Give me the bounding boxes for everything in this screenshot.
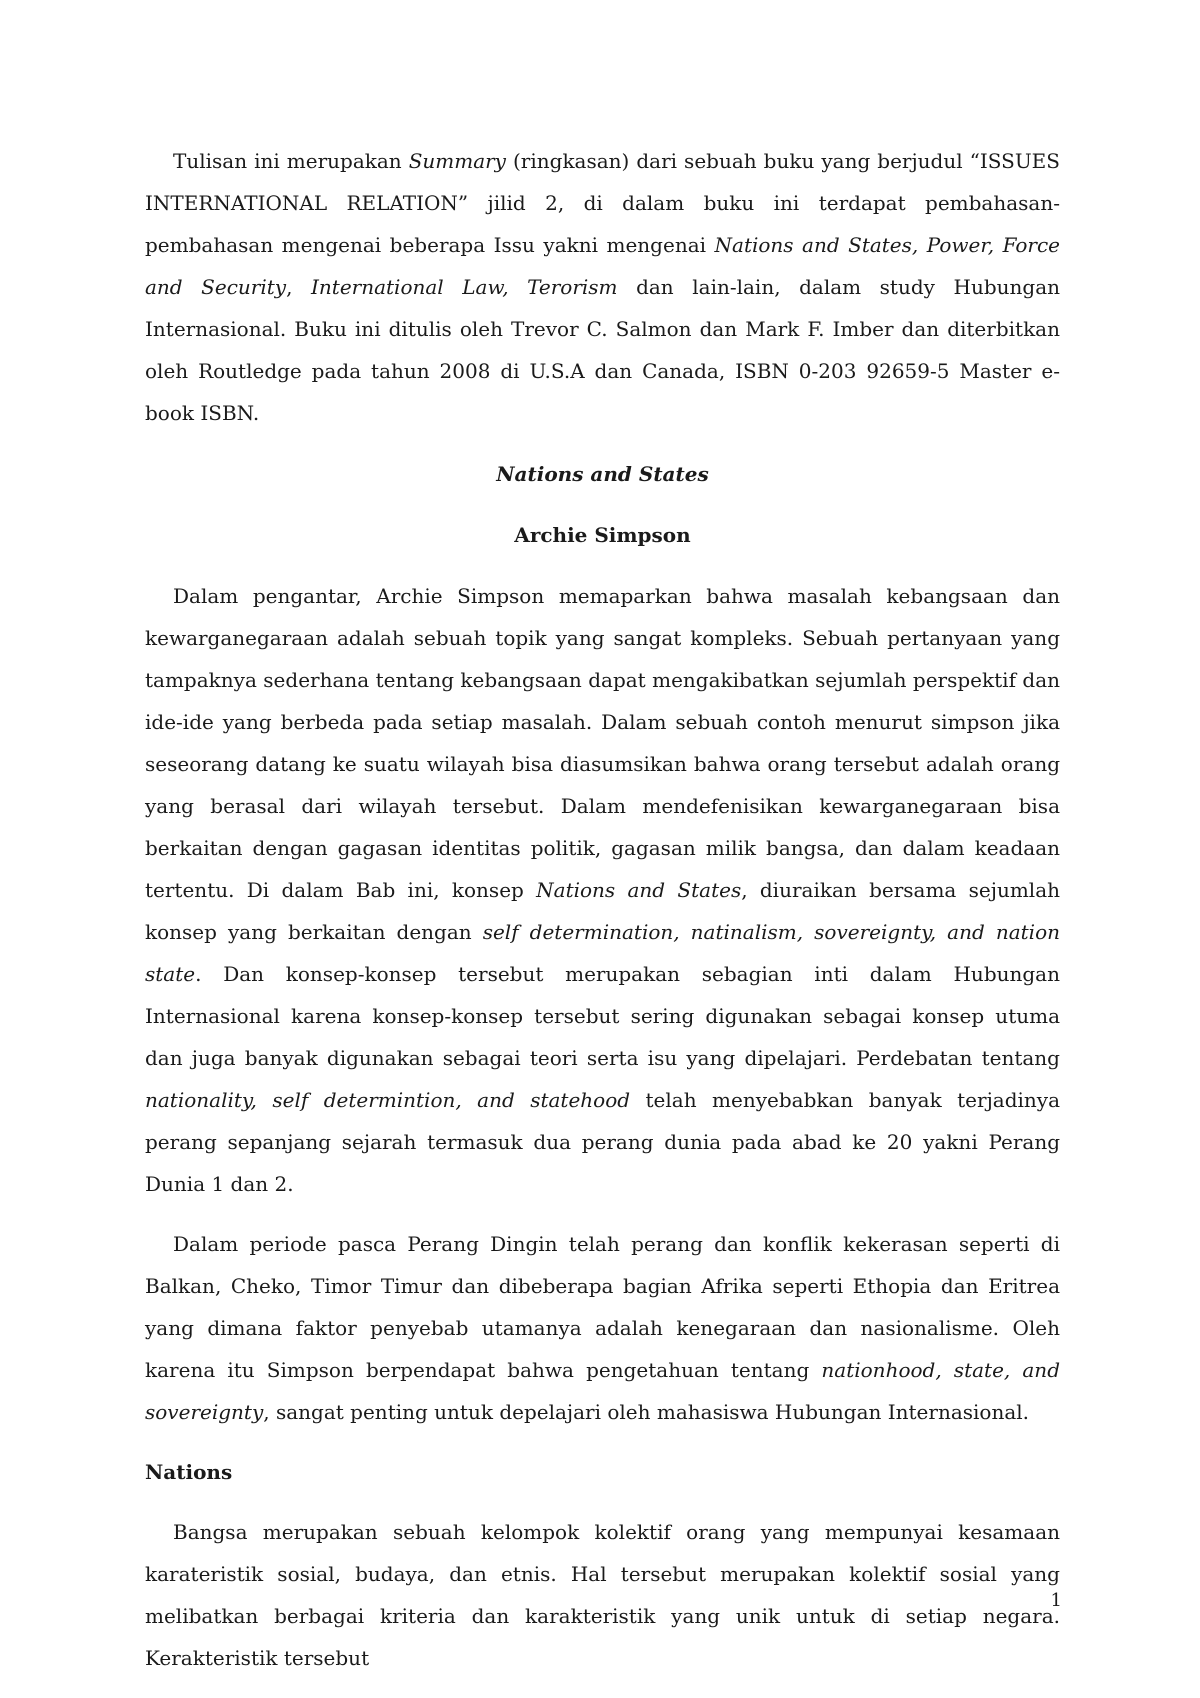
intro-text-3: , [286, 275, 311, 299]
intro-text-4: dan lain-lain, dalam study Hubungan Internasional. Buku ini ditulis oleh Trevor C. Salmon dan Mark F. Imber dan diterbitkan oleh Routledge pada tahun 2008 di U.S.A dan Canada, ISBN 0-203 92659-5 Master e-book ISBN. [145, 275, 1060, 425]
intro-paragraph [145, 140, 1060, 434]
document-page [145, 140, 1060, 1679]
intro-italic-2: Nations and States, Power, Force and Security [145, 233, 1060, 299]
nations-subheading: Nations [145, 1460, 233, 1484]
para1-italic-1: Nations and States [536, 878, 742, 902]
body-paragraph-2 [145, 1223, 1060, 1433]
para2-text-1: Dalam periode pasca Perang Dingin telah perang dan konflik kekerasan seperti di Balkan, Cheko, Timor Timur dan dibeberapa bagian Afrika seperti Ethopia dan Eritrea yang dimana faktor penyebab utamanya adalah kenegaraan dan nasionalisme. Oleh karena itu Simpson berpendapat bahwa pengetahuan tentang [145, 1232, 1060, 1382]
body-paragraph-1 [145, 575, 1060, 1205]
intro-text-2: (ringkasan) dari sebuah buku yang berjudul “ISSUES INTERNATIONAL RELATION” jilid 2, di dalam buku ini terdapat pembahasan-pembahasan mengenai beberapa Issu yakni mengenai [145, 149, 1060, 257]
para1-text-4: telah menyebabkan banyak terjadinya perang sepanjang sejarah termasuk dua perang dunia pada abad ke 20 yakni Perang Dunia 1 dan 2. [145, 1088, 1060, 1196]
para2-text-2: , sangat penting untuk depelajari oleh mahasiswa Hubungan Internasional. [263, 1400, 1030, 1424]
intro-italic-1: Summary [408, 149, 506, 173]
para1-text-2: , diuraikan bersama sejumlah konsep yang berkaitan dengan [145, 878, 1061, 944]
intro-text-1: Tulisan ini merupakan [173, 149, 409, 173]
intro-italic-3: International Law, Terorism [311, 275, 618, 299]
para1-italic-3: nationality, self determintion, and statehood [145, 1088, 631, 1112]
para1-text-3: . Dan konsep-konsep tersebut merupakan sebagian inti dalam Hubungan Internasional karena konsep-konsep tersebut sering digunakan sebagai konsep utuma dan juga banyak digunakan sebagai teori serta isu yang dipelajari. Perdebatan tentang [145, 962, 1060, 1070]
author-heading: Archie Simpson [514, 523, 691, 547]
para2-italic-1: nationhood, state, and sovereignty [145, 1358, 1060, 1424]
section-title-text: Nations and States [496, 462, 709, 486]
para3-text-1: Bangsa merupakan sebuah kelompok kolektif orang yang mempunyai kesamaan karateristik sosial, budaya, dan etnis. Hal tersebut merupakan kolektif sosial yang melibatkan berbagai kriteria dan karakteristik yang unik untuk di setiap negara. Kerakteristik tersebut [145, 1520, 1060, 1670]
body-paragraph-3 [145, 1511, 1060, 1679]
page-number: 1 [1050, 1590, 1062, 1611]
para1-text-1: Dalam pengantar, Archie Simpson memaparkan bahwa masalah kebangsaan dan kewarganegaraan adalah sebuah topik yang sangat kompleks. Sebuah pertanyaan yang tampaknya sederhana tentang kebangsaan dapat mengakibatkan sejumlah perspektif dan ide-ide yang berbeda pada setiap masalah. Dalam sebuah contoh menurut simpson jika seseorang datang ke suatu wilayah bisa diasumsikan bahwa orang tersebut adalah orang yang berasal dari wilayah tersebut. Dalam mendefenisikan kewarganegaraan bisa berkaitan dengan gagasan identitas politik, gagasan milik bangsa, dan dalam keadaan tertentu. Di dalam Bab ini, konsep [145, 584, 1060, 902]
section-title [145, 453, 1060, 495]
para1-italic-2: self determination, natinalism, sovereignty, and nation state [145, 920, 1060, 986]
